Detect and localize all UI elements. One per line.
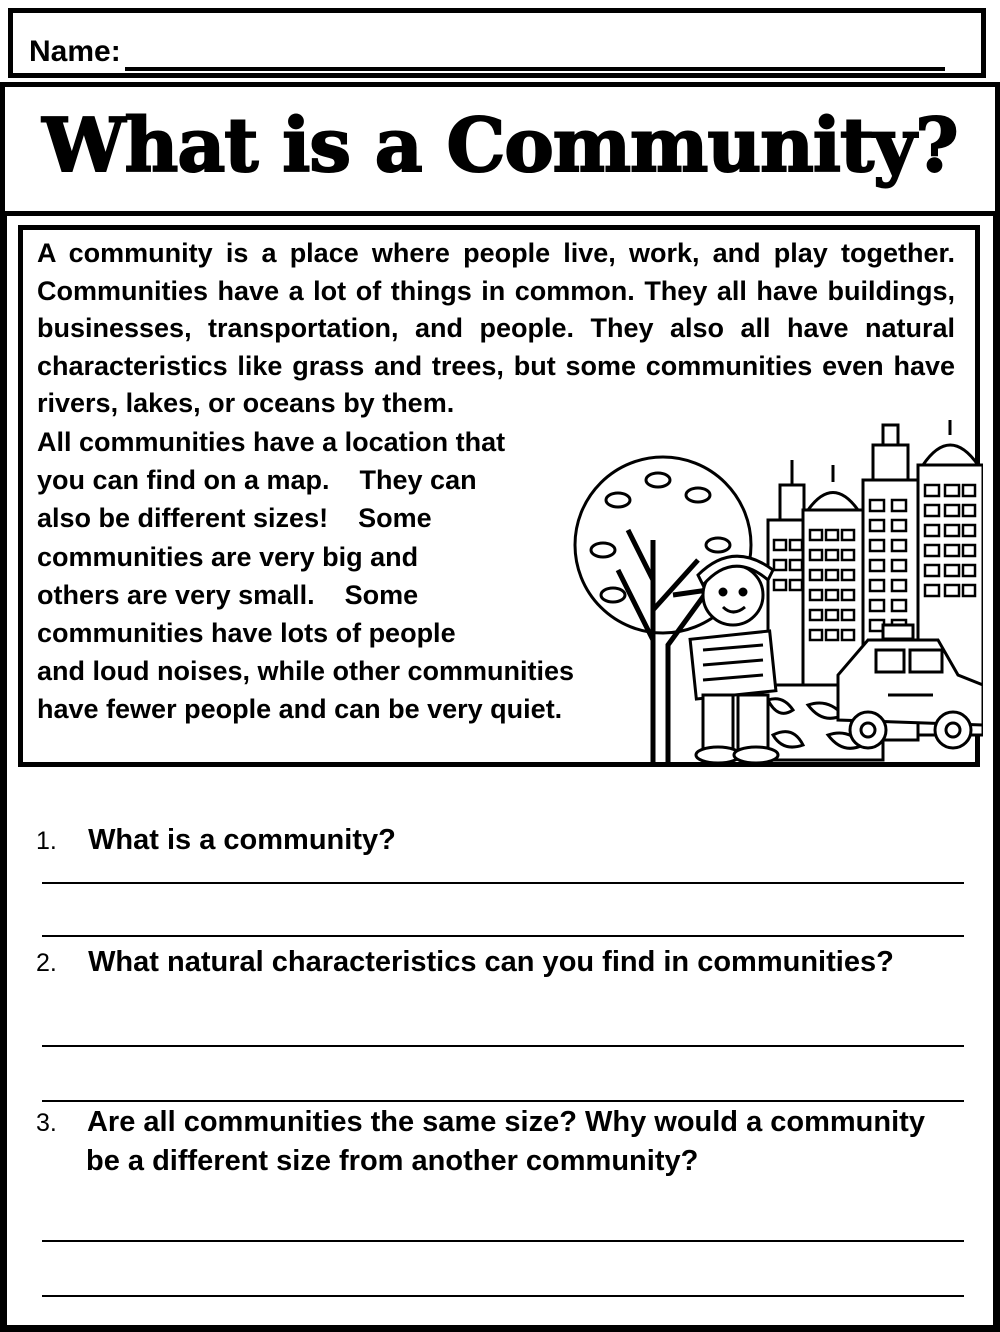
- page-title: What is a Community?: [42, 103, 958, 189]
- passage-line: others are very small. Some: [37, 579, 419, 610]
- question-1: [36, 824, 396, 857]
- question-number: 1.: [36, 827, 57, 855]
- passage-line: communities have lots of people: [37, 618, 456, 649]
- question-2: [36, 946, 894, 979]
- passage-wrapped-text: [37, 423, 637, 729]
- passage-paragraph: A community is a place where people live, work, and play together. Communities have a lot of things in common. They all have buildings, businesses, transportation, and people. They also all have natural characteristics like grass and trees, but some communities even have rivers, lakes, or oceans by them.: [37, 238, 955, 419]
- question-text-continued: be a different size from another community?: [86, 1145, 699, 1177]
- answer-line-1a[interactable]: [42, 882, 964, 884]
- passage-line: and loud noises, while other communities: [37, 656, 575, 687]
- question-text: What natural characteristics can you find in communities?: [88, 946, 894, 978]
- answer-line-3b[interactable]: [42, 1295, 964, 1297]
- question-number: 2.: [36, 949, 57, 977]
- answer-line-1b[interactable]: [42, 935, 964, 937]
- community-illustration: [558, 420, 983, 765]
- passage-line: also be different sizes! Some: [37, 503, 432, 534]
- passage-line: communities are very big and: [37, 541, 419, 572]
- passage-line: have fewer people and can be very quiet.: [37, 694, 563, 725]
- answer-line-3a[interactable]: [42, 1240, 964, 1242]
- question-text: Are all communities the same size? Why would a community: [86, 1106, 925, 1138]
- name-writing-line[interactable]: [125, 67, 945, 71]
- question-text: What is a community?: [88, 824, 396, 856]
- name-box: [8, 8, 986, 78]
- answer-line-2a[interactable]: [42, 1045, 964, 1047]
- answer-line-2b[interactable]: [42, 1100, 964, 1102]
- name-label: Name:: [29, 35, 121, 68]
- passage-line: All communities have a location that: [37, 427, 506, 457]
- passage-line: you can find on a map. They can: [37, 465, 477, 496]
- title-box: [0, 82, 1000, 216]
- child-reading-newspaper-icon: [690, 556, 778, 763]
- reading-passage-box: [18, 225, 980, 767]
- question-number: 3.: [36, 1109, 57, 1137]
- question-3: [36, 1106, 925, 1178]
